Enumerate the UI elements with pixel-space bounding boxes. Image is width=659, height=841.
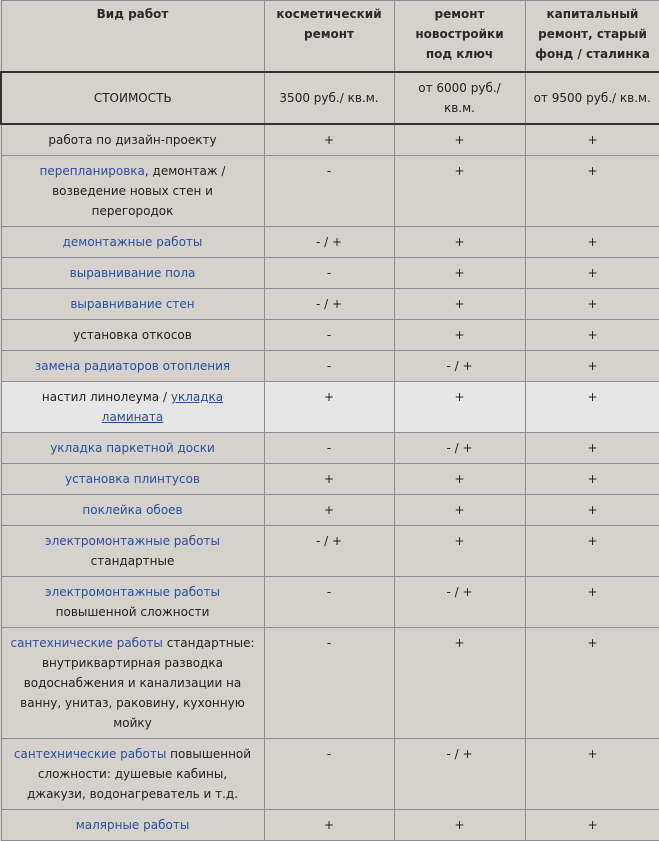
table-row	[1, 227, 659, 258]
cell-capital: +	[525, 495, 659, 526]
work-name	[1, 464, 264, 495]
cell-cosmetic: +	[264, 464, 394, 495]
work-name	[1, 577, 264, 628]
cell-capital: +	[525, 577, 659, 628]
work-name	[1, 526, 264, 577]
header-row	[1, 1, 659, 73]
cell-cosmetic: -	[264, 577, 394, 628]
header-work-type: Вид работ	[1, 1, 264, 73]
cell-cosmetic: +	[264, 124, 394, 156]
cell-newbuild: +	[394, 289, 525, 320]
work-link[interactable]: малярные работы	[75, 818, 190, 832]
work-name	[1, 351, 264, 382]
work-text: , демонтаж / возведение новых стен и перегородок	[52, 164, 226, 218]
cell-capital: +	[525, 351, 659, 382]
cell-cosmetic: -	[264, 258, 394, 289]
work-name	[1, 433, 264, 464]
work-name	[1, 320, 264, 351]
header-cosmetic: косметический ремонт	[264, 1, 394, 73]
work-name	[1, 124, 264, 156]
cell-cosmetic: +	[264, 495, 394, 526]
work-text: стандартные: внутриквартирная разводка водоснабжения и канализации на ванну, унитаз, раковину, кухонную мойку	[20, 636, 255, 730]
cell-newbuild: +	[394, 227, 525, 258]
work-link[interactable]: электромонтажные работы	[45, 585, 220, 599]
cell-cosmetic: +	[264, 382, 394, 433]
cell-newbuild: - / +	[394, 351, 525, 382]
cell-cosmetic: -	[264, 351, 394, 382]
cell-capital: +	[525, 464, 659, 495]
price-row	[1, 72, 659, 124]
cell-capital: +	[525, 433, 659, 464]
table-row-highlighted	[1, 382, 659, 433]
table-row	[1, 320, 659, 351]
cell-capital: +	[525, 382, 659, 433]
cell-capital: +	[525, 289, 659, 320]
work-text: настил линолеума /	[41, 390, 171, 404]
cell-capital: +	[525, 810, 659, 841]
table-row	[1, 810, 659, 841]
cell-newbuild: +	[394, 156, 525, 227]
cell-cosmetic: -	[264, 433, 394, 464]
cell-capital: +	[525, 156, 659, 227]
cell-newbuild: +	[394, 464, 525, 495]
work-name	[1, 258, 264, 289]
table-row	[1, 739, 659, 810]
cell-capital: +	[525, 124, 659, 156]
cell-newbuild: +	[394, 320, 525, 351]
cell-newbuild: +	[394, 124, 525, 156]
cell-capital: +	[525, 628, 659, 739]
work-link[interactable]: выравнивание пола	[69, 266, 196, 280]
cell-capital: +	[525, 227, 659, 258]
table-row	[1, 526, 659, 577]
cell-capital: +	[525, 258, 659, 289]
work-text: стандартные	[90, 554, 175, 568]
price-capital: от 9500 руб./ кв.м.	[525, 72, 659, 124]
work-link[interactable]: установка плинтусов	[65, 472, 200, 486]
cell-newbuild: +	[394, 526, 525, 577]
table-row	[1, 495, 659, 526]
cell-capital: +	[525, 739, 659, 810]
work-link[interactable]: демонтажные работы	[62, 235, 203, 249]
table-row	[1, 628, 659, 739]
work-link[interactable]: замена радиаторов отопления	[34, 359, 231, 373]
table-row	[1, 464, 659, 495]
price-cosmetic: 3500 руб./ кв.м.	[264, 72, 394, 124]
header-newbuild: ремонт новостройки под ключ	[394, 1, 525, 73]
table-row	[1, 577, 659, 628]
work-name	[1, 628, 264, 739]
work-link[interactable]: укладка паркетной доски	[50, 441, 215, 455]
cell-newbuild: +	[394, 495, 525, 526]
cell-newbuild: +	[394, 258, 525, 289]
cell-cosmetic: - / +	[264, 526, 394, 577]
work-link[interactable]: сантехнические работы	[10, 636, 163, 650]
work-name	[1, 495, 264, 526]
work-link[interactable]: выравнивание стен	[70, 297, 195, 311]
table-row	[1, 258, 659, 289]
cell-newbuild: - / +	[394, 433, 525, 464]
price-label: СТОИМОСТЬ	[1, 72, 264, 124]
cell-cosmetic: -	[264, 156, 394, 227]
cell-newbuild: +	[394, 810, 525, 841]
table-row	[1, 351, 659, 382]
work-text: повышенной сложности	[55, 605, 210, 619]
work-link[interactable]: перепланировка	[39, 164, 145, 178]
cell-cosmetic: -	[264, 739, 394, 810]
cell-newbuild: +	[394, 382, 525, 433]
work-text: повышенной сложности: душевые кабины, джакузи, водонагреватель и т.д.	[26, 747, 252, 801]
work-link[interactable]: электромонтажные работы	[45, 534, 220, 548]
table-row	[1, 433, 659, 464]
work-link[interactable]: укладка ламината	[101, 390, 224, 424]
work-text: установка откосов	[73, 328, 192, 342]
cell-capital: +	[525, 526, 659, 577]
work-link[interactable]: поклейка обоев	[82, 503, 183, 517]
cell-cosmetic: -	[264, 320, 394, 351]
work-name	[1, 739, 264, 810]
header-capital: капитальный ремонт, старый фонд / сталинка	[525, 1, 659, 73]
cell-cosmetic: - / +	[264, 227, 394, 258]
cell-cosmetic: -	[264, 628, 394, 739]
table-row	[1, 124, 659, 156]
work-link[interactable]: сантехнические работы	[13, 747, 167, 761]
work-text: работа по дизайн-проекту	[48, 133, 217, 147]
work-name	[1, 289, 264, 320]
work-name	[1, 227, 264, 258]
cell-capital: +	[525, 320, 659, 351]
table-row	[1, 156, 659, 227]
cell-newbuild: - / +	[394, 577, 525, 628]
work-name	[1, 156, 264, 227]
cell-newbuild: - / +	[394, 739, 525, 810]
work-name	[1, 810, 264, 841]
table-row	[1, 289, 659, 320]
cell-cosmetic: +	[264, 810, 394, 841]
cell-cosmetic: - / +	[264, 289, 394, 320]
cell-newbuild: +	[394, 628, 525, 739]
price-newbuild: от 6000 руб./ кв.м.	[394, 72, 525, 124]
work-name	[1, 382, 264, 433]
